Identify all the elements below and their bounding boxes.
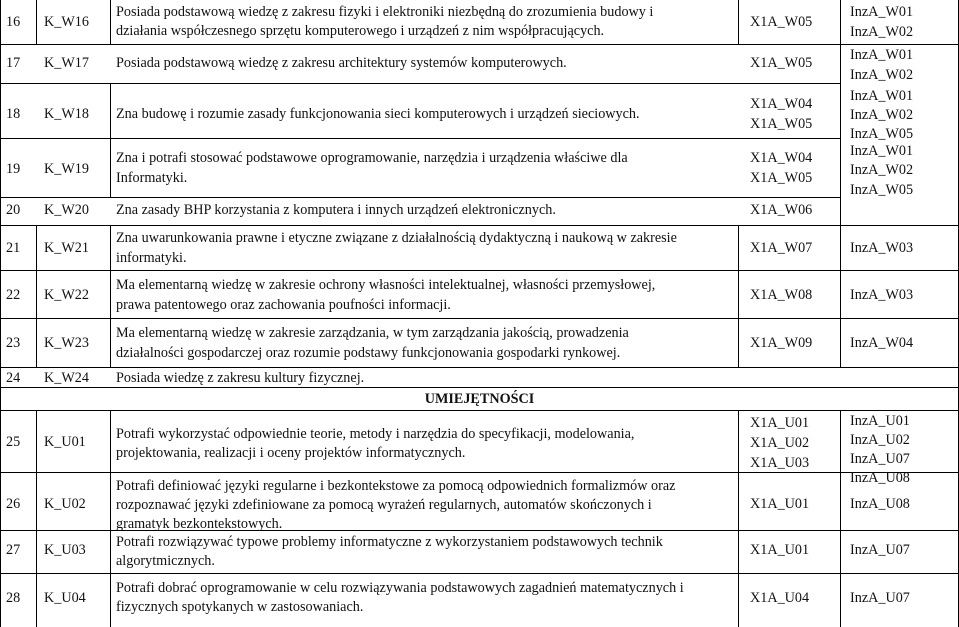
row-21-code: K_W21 — [44, 240, 89, 256]
row-21-number: 21 — [6, 240, 21, 256]
row-18-desc: Zna budowę i rozumie zasady funkcjonowania sieci komputerowych i urządzeń sieciowych. — [116, 106, 640, 122]
row-25-inz-4: InzA_U08 — [850, 470, 910, 486]
row-19-number: 19 — [6, 161, 21, 177]
row-21-desc-line1: Zna uwarunkowania prawne i etyczne związane z działalnością dydaktyczną i naukową w zakresie — [116, 230, 677, 246]
row-28-code: K_U04 — [44, 590, 86, 606]
row-16-desc-line2: działania współczesnego sprzętu komputerowego i urządzeń z nim współpracujących. — [116, 23, 605, 39]
row-17-inz-2: InzA_W02 — [850, 67, 914, 83]
row-18-x1a-2: X1A_W05 — [750, 116, 813, 132]
row-17-inz-1: InzA_W01 — [850, 47, 914, 63]
row-26-desc-line2: rozpoznawać języki zdefiniowane za pomocą wyrażeń regularnych, automatów skończonych i — [116, 497, 652, 513]
row-19-inz-1: InzA_W01 — [850, 143, 914, 159]
row-23-number: 23 — [6, 335, 21, 351]
row-18-inz-3: InzA_W05 — [850, 126, 914, 142]
row-16-number: 16 — [6, 14, 21, 30]
row-28-desc-line1: Potrafi dobrać oprogramowanie w celu rozwiązywania podstawowych zagadnień matematycznych i — [116, 580, 684, 596]
row-19-desc-line2: Informatyki. — [116, 170, 188, 186]
row-23-desc-line2: działalności gospodarczej oraz rozumie podstawy funkcjonowania gospodarki rynkowej. — [116, 345, 621, 361]
row-26-code: K_U02 — [44, 496, 86, 512]
row-23-desc-line1: Ma elementarną wiedzę w zakresie zarządzania, w tym zarządzania jakością, prowadzenia — [116, 325, 629, 341]
row-16-desc-line1: Posiada podstawową wiedzę z zakresu fizyki i elektroniki niezbędną do zrozumienia budowy i — [116, 4, 654, 20]
row-22-inz: InzA_W03 — [850, 287, 914, 303]
row-19-code: K_W19 — [44, 161, 89, 177]
row-16-x1a: X1A_W05 — [750, 14, 813, 30]
row-18-number: 18 — [6, 106, 21, 122]
row-25-desc-line2: projektowania, realizacji i oceny projektów informatycznych. — [116, 445, 466, 461]
section-header-skills: UMIEJĘTNOŚCI — [424, 391, 535, 407]
row-20-x1a: X1A_W06 — [750, 202, 813, 218]
row-28-inz: InzA_U07 — [850, 590, 910, 606]
row-24-code: K_W24 — [44, 370, 89, 386]
row-26-x1a: X1A_U01 — [750, 496, 810, 512]
row-25-inz-3: InzA_U07 — [850, 451, 910, 467]
row-25-x1a-1: X1A_U01 — [750, 415, 810, 431]
row-17-desc: Posiada podstawową wiedzę z zakresu architektury systemów komputerowych. — [116, 55, 567, 71]
row-16-inz-2: InzA_W02 — [850, 24, 914, 40]
row-16-code: K_W16 — [44, 14, 89, 30]
row-19-x1a-2: X1A_W05 — [750, 170, 813, 186]
row-25-inz-2: InzA_U02 — [850, 432, 910, 448]
row-22-number: 22 — [6, 287, 21, 303]
row-16-inz-1: InzA_W01 — [850, 4, 914, 20]
row-21-inz: InzA_W03 — [850, 240, 914, 256]
row-23-code: K_W23 — [44, 335, 89, 351]
row-26-desc-line3: gramatyk bezkontekstowych. — [116, 516, 283, 532]
row-28-desc-line2: fizycznych spotykanych w zastosowaniach. — [116, 599, 364, 615]
row-25-desc-line1: Potrafi wykorzystać odpowiednie teorie, metody i narzędzia do specyfikacji, modelowania, — [116, 426, 635, 442]
row-18-inz-1: InzA_W01 — [850, 88, 914, 104]
row-27-x1a: X1A_U01 — [750, 542, 810, 558]
row-24-number: 24 — [6, 370, 21, 386]
row-22-desc-line1: Ma elementarną wiedzę w zakresie ochrony własności intelektualnej, własności przemysłowej, — [116, 277, 656, 293]
row-18-code: K_W18 — [44, 106, 89, 122]
row-23-inz: InzA_W04 — [850, 335, 914, 351]
row-25-inz-1: InzA_U01 — [850, 413, 910, 429]
row-25-x1a-3: X1A_U03 — [750, 455, 810, 471]
row-20-desc: Zna zasady BHP korzystania z komputera i innych urządzeń elektronicznych. — [116, 202, 556, 218]
row-19-inz-3: InzA_W05 — [850, 182, 914, 198]
row-27-inz: InzA_U07 — [850, 542, 910, 558]
row-18-inz-2: InzA_W02 — [850, 107, 914, 123]
row-26-desc-line1: Potrafi definiować języki regularne i bezkontekstowe za pomocą odpowiednich formalizmów oraz — [116, 478, 676, 494]
row-18-x1a-1: X1A_W04 — [750, 96, 813, 112]
row-26-inz: InzA_U08 — [850, 496, 910, 512]
row-20-number: 20 — [6, 202, 21, 218]
row-24-desc: Posiada wiedzę z zakresu kultury fizycznej. — [116, 370, 365, 386]
row-26-number: 26 — [6, 496, 21, 512]
row-27-number: 27 — [6, 542, 21, 558]
row-17-number: 17 — [6, 55, 21, 71]
row-28-number: 28 — [6, 590, 21, 606]
row-19-desc-line1: Zna i potrafi stosować podstawowe oprogramowanie, narzędzia i urządzenia właściwe dla — [116, 150, 628, 166]
row-27-desc-line2: algorytmicznych. — [116, 553, 215, 569]
row-19-inz-2: InzA_W02 — [850, 162, 914, 178]
row-25-x1a-2: X1A_U02 — [750, 435, 810, 451]
row-21-x1a: X1A_W07 — [750, 240, 813, 256]
row-25-number: 25 — [6, 434, 21, 450]
row-22-x1a: X1A_W08 — [750, 287, 813, 303]
row-21-desc-line2: informatyki. — [116, 250, 187, 266]
row-17-x1a: X1A_W05 — [750, 55, 813, 71]
row-28-x1a: X1A_U04 — [750, 590, 810, 606]
row-17-code: K_W17 — [44, 55, 89, 71]
row-20-code: K_W20 — [44, 202, 89, 218]
row-23-x1a: X1A_W09 — [750, 335, 813, 351]
row-27-code: K_U03 — [44, 542, 86, 558]
row-22-code: K_W22 — [44, 287, 89, 303]
row-27-desc-line1: Potrafi rozwiązywać typowe problemy informatyczne z wykorzystaniem podstawowych technik — [116, 534, 663, 550]
row-19-x1a-1: X1A_W04 — [750, 150, 813, 166]
row-22-desc-line2: prawa patentowego oraz zachowania poufności informacji. — [116, 297, 451, 313]
row-25-code: K_U01 — [44, 434, 86, 450]
